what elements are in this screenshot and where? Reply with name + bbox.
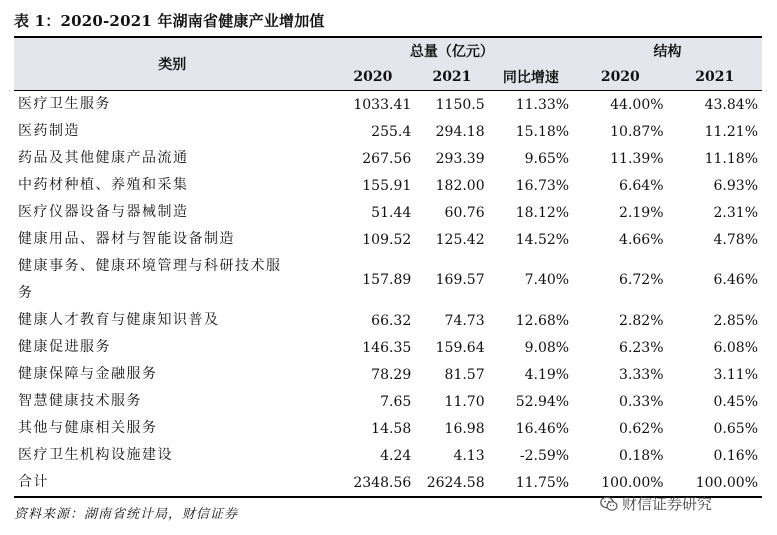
table-row [14,145,762,172]
cell-value-2020: 267.56 [362,150,412,167]
cell-structure-2020: 2.19% [619,204,664,221]
cell-value-2021: 16.98 [444,420,485,437]
cell-yoy: 11.75% [489,469,573,497]
cell-value-2020: 2348.56 [331,469,416,497]
cell-value-2020: 78.29 [371,366,412,383]
cell-yoy: 16.46% [515,420,570,437]
cell-category: 健康用品、器材与智能设备制造 [18,231,235,247]
cell-value-2021: 60.76 [444,204,485,221]
cell-structure-2021: 11.18% [704,150,758,167]
cell-structure-2021: 0.45% [713,393,758,410]
cell-structure-2021: 0.65% [713,420,758,437]
cell-category: 医疗仪器设备与器械制造 [18,204,189,220]
cell-structure-2021: 2.85% [713,312,758,329]
cell-value-2020: 255.4 [371,123,412,140]
cell-value-2020: 155.91 [362,177,412,194]
table-row [14,118,762,145]
health-industry-table [14,36,762,498]
cell-structure-2021: 2.31% [713,204,758,221]
cell-value-2020: 7.65 [380,393,412,410]
cell-category: 医药制造 [18,123,80,139]
cell-category: 医疗卫生机构设施建设 [18,447,173,463]
cell-value-2020: 1033.41 [353,96,412,113]
cell-value-2021: 11.70 [444,393,485,410]
table-row [14,388,762,415]
cell-category: 健康人才教育与健康知识普及 [18,312,220,328]
table-row [14,307,762,334]
cell-value-2021: 293.39 [435,150,485,167]
cell-structure-2021: 3.11% [713,366,758,383]
cell-structure-2020: 3.33% [619,366,664,383]
table-row [14,442,762,469]
header-category: 类别 [14,37,331,91]
header-structure-group: 结构 [573,37,762,64]
cell-category: 医疗卫生服务 [18,96,111,112]
cell-value-2021: 159.64 [435,339,485,356]
table-row [14,199,762,226]
cell-structure-2020: 0.33% [619,393,664,410]
cell-structure-2020: 6.23% [619,339,664,356]
cell-value-2021: 4.13 [453,447,485,464]
cell-value-2021: 182.00 [435,177,485,194]
cell-yoy: 4.19% [524,366,570,383]
cell-value-2020: 14.58 [371,420,412,437]
cell-category: 中药材种植、养殖和采集 [18,177,189,193]
cell-value-2021: 1150.5 [435,96,485,113]
table-row [14,415,762,442]
table-row [14,226,762,253]
header-struct-2021: 2021 [668,64,762,91]
source-note: 资料来源：湖南省统计局，财信证券 [14,507,239,522]
cell-value-2021: 169.57 [435,272,485,288]
cell-yoy: 9.08% [524,339,570,356]
header-total-group: 总量（亿元） [331,37,574,64]
cell-structure-2021: 100.00% [668,469,762,497]
cell-structure-2021: 6.93% [713,177,758,194]
cell-structure-2021: 11.21% [704,123,758,140]
wechat-icon [600,496,618,512]
cell-structure-2021: 43.84% [704,96,758,113]
cell-value-2021: 2624.58 [415,469,488,497]
cell-value-2021: 294.18 [435,123,485,140]
table-row [14,91,762,119]
cell-yoy: 16.73% [515,177,570,194]
table-row [14,334,762,361]
cell-value-2021: 81.57 [444,366,485,383]
table-row [14,253,762,307]
header-row-1 [14,37,762,64]
cell-yoy: 12.68% [515,312,570,329]
cell-structure-2020: 44.00% [610,96,664,113]
cell-value-2020: 157.89 [362,272,412,288]
table-row [14,361,762,388]
cell-structure-2021: 0.16% [713,447,758,464]
cell-yoy: 15.18% [515,123,570,140]
cell-category: 其他与健康相关服务 [18,420,158,436]
cell-value-2020: 146.35 [362,339,412,356]
cell-structure-2020: 10.87% [610,123,664,140]
cell-structure-2020: 6.64% [619,177,664,194]
cell-structure-2021: 4.78% [713,231,758,248]
watermark [600,493,712,514]
cell-value-2020: 51.44 [371,204,412,221]
cell-structure-2021: 6.46% [713,272,758,288]
cell-yoy: 18.12% [515,204,570,221]
cell-value-2021: 125.42 [435,231,485,248]
header-struct-2020: 2020 [573,64,667,91]
cell-structure-2020: 4.66% [619,231,664,248]
cell-yoy: 11.33% [515,96,570,113]
cell-value-2020: 66.32 [371,312,412,329]
cell-category: 智慧健康技术服务 [18,393,142,409]
cell-yoy: 7.40% [524,272,570,288]
header-yoy: 同比增速 [489,64,573,91]
cell-structure-2020: 100.00% [573,469,667,497]
cell-structure-2020: 0.62% [619,420,664,437]
cell-category: 健康事务、健康环境管理与科研技术服务 [18,258,282,301]
cell-category: 健康保障与金融服务 [18,366,158,382]
cell-structure-2020: 2.82% [619,312,664,329]
cell-value-2020: 109.52 [362,231,412,248]
cell-yoy: -2.59% [519,447,570,464]
header-2020: 2020 [331,64,416,91]
cell-structure-2020: 6.72% [619,272,664,288]
table-title: 表 1：2020-2021 年湖南省健康产业增加值 [14,12,325,30]
cell-yoy: 14.52% [515,231,570,248]
cell-value-2021: 74.73 [444,312,485,329]
cell-structure-2020: 11.39% [610,150,664,167]
cell-yoy: 52.94% [515,393,570,410]
cell-category: 合计 [14,469,331,497]
table-body [14,91,762,498]
header-2021: 2021 [415,64,488,91]
cell-category: 健康促进服务 [18,339,111,355]
cell-structure-2020: 0.18% [619,447,664,464]
watermark-text: 财信证券研究 [622,495,713,513]
cell-value-2020: 4.24 [380,447,412,464]
cell-structure-2021: 6.08% [713,339,758,356]
table-row [14,172,762,199]
cell-yoy: 9.65% [524,150,570,167]
cell-category: 药品及其他健康产品流通 [18,150,189,166]
